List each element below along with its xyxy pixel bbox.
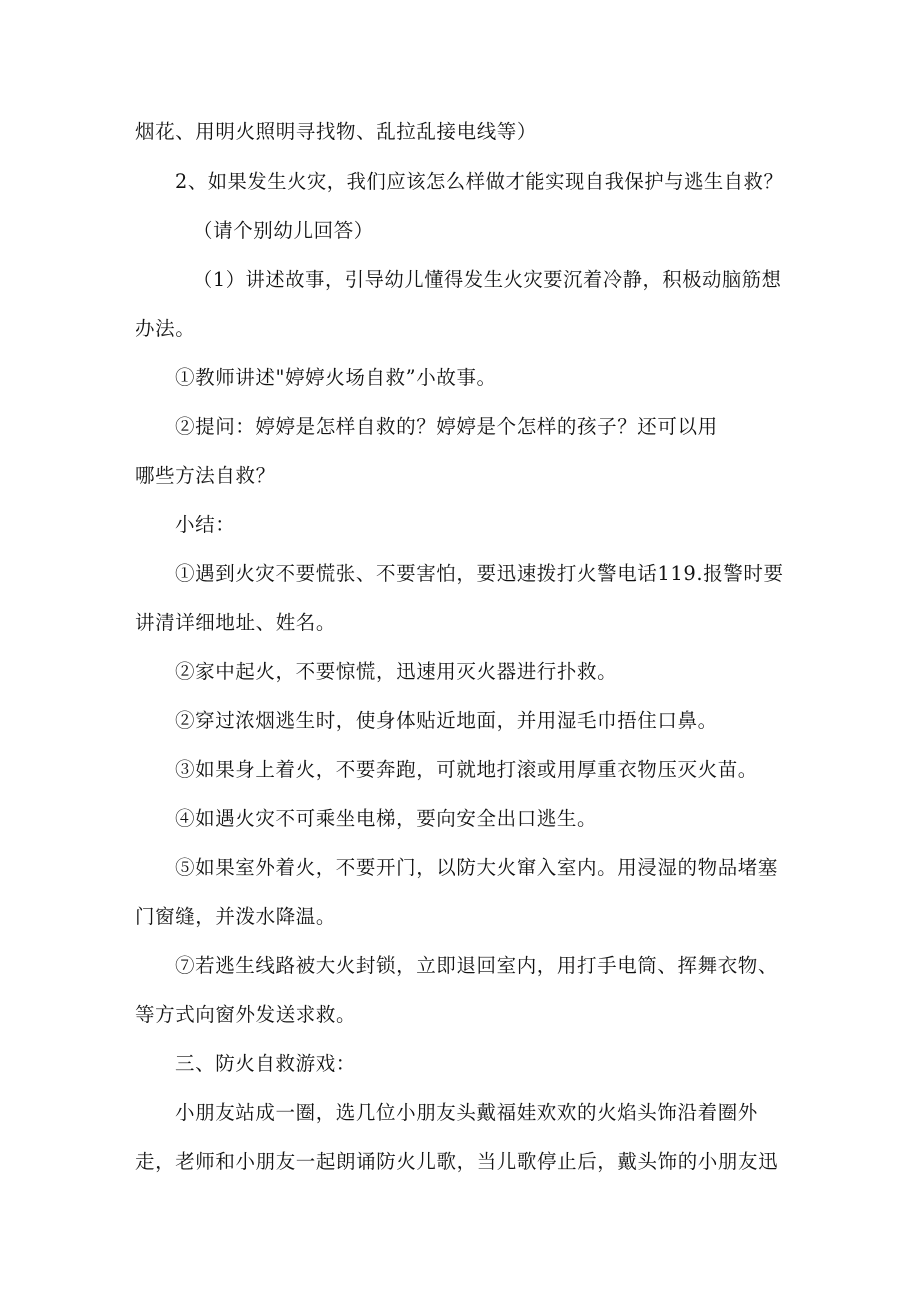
text-line-22: 走，老师和小朋友一起朗诵防火儿歌，当儿歌停止后，戴头饰的小朋友迅 [135,1150,779,1173]
text-line-2: 2、如果发生火灾，我们应该怎么样做才能实现自我保护与逃生自救？ [175,170,784,193]
text-line-16: ⑤如果室外着火，不要开门，以防大火窜入室内。用浸湿的物品堵塞 [175,856,779,879]
text-line-12: ②家中起火，不要惊慌，迅速用灭火器进行扑救。 [175,660,618,683]
text-line-14: ③如果身上着火，不要奔跑，可就地打滚或用厚重衣物压灭火苗。 [175,758,758,781]
text-line-21: 小朋友站成一圈，选几位小朋友头戴福娃欢欢的火焰头饰沿着圈外 [175,1101,758,1124]
text-line-10: ①遇到火灾不要慌张、不要害怕，要迅速拨打火警电话119.报警时要 [175,562,784,585]
text-line-20: 三、防火自救游戏： [175,1052,356,1075]
text-line-3: （请个别幼儿回答） [193,219,374,242]
text-line-8: 哪些方法自救？ [135,464,276,487]
text-line-19: 等方式向窗外发送求救。 [135,1003,357,1026]
text-line-5: 办法。 [135,317,196,340]
text-line-7: ②提问：婷婷是怎样自救的？婷婷是个怎样的孩子？还可以用 [175,415,718,438]
text-line-11: 讲清详细地址、姓名。 [135,611,337,634]
text-line-17: 门窗缝，并泼水降温。 [135,905,337,928]
text-line-9: 小结： [175,513,236,536]
text-line-13: ②穿过浓烟逃生时，使身体贴近地面，并用湿毛巾捂住口鼻。 [175,709,718,732]
text-line-6: ①教师讲述"婷婷火场自救”小故事。 [175,366,497,389]
text-line-15: ④如遇火灾不可乘坐电梯，要向安全出口逃生。 [175,807,598,830]
text-line-4: （1）讲述故事，引导幼儿懂得发生火灾要沉着冷静，积极动脑筋想 [193,268,782,291]
text-line-1: 烟花、用明火照明寻找物、乱拉乱接电线等） [135,120,538,143]
text-line-18: ⑦若逃生线路被大火封锁，立即退回室内，用打手电筒、挥舞衣物、 [175,954,779,977]
